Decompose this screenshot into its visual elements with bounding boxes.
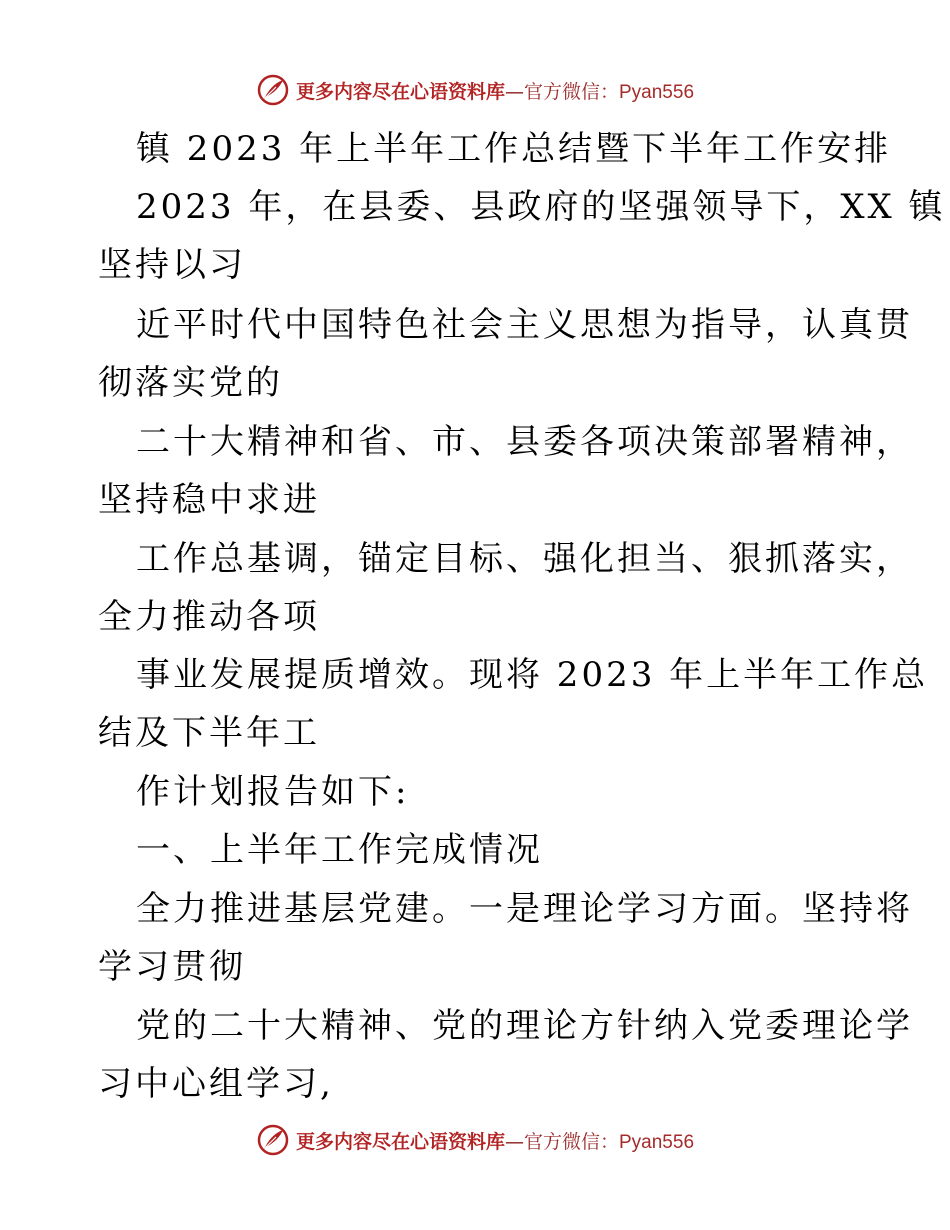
footer-dash: — <box>504 1130 524 1153</box>
header-brand: 更多内容尽在心语资料库 <box>295 80 505 103</box>
footer-wechat-handle: Pyan556 <box>619 1131 695 1153</box>
header-wechat-handle: Pyan556 <box>619 81 695 103</box>
doc-line: 坚持稳中求进 <box>98 480 320 520</box>
doc-line: 全力推动各项 <box>98 597 320 637</box>
footer-banner <box>0 1120 950 1160</box>
doc-line: 事业发展提质增效。现将 2023 年上半年工作总 <box>136 655 929 695</box>
header-banner <box>0 70 950 110</box>
doc-line: 彻落实党的 <box>98 363 283 403</box>
footer-wechat-label: 官方微信： <box>523 1130 619 1153</box>
doc-line: 坚持以习 <box>98 245 246 285</box>
doc-line: 习中心组学习, <box>98 1064 334 1104</box>
doc-line: 作计划报告如下: <box>136 772 410 812</box>
header-wechat-label: 官方微信： <box>523 80 619 103</box>
doc-line: 学习贯彻 <box>98 947 246 987</box>
doc-line: 全力推进基层党建。一是理论学习方面。坚持将 <box>136 889 913 929</box>
doc-title: 镇 2023 年上半年工作总结暨下半年工作安排 <box>136 129 892 169</box>
doc-line: 二十大精神和省、市、县委各项决策部署精神， <box>136 422 913 462</box>
doc-line: 工作总基调，锚定目标、强化担当、狠抓落实， <box>136 539 913 579</box>
footer-banner-text <box>296 1127 694 1154</box>
doc-line: 2023 年，在县委、县政府的坚强领导下，XX 镇 <box>136 187 946 227</box>
doc-line: 结及下半年工 <box>98 713 320 753</box>
doc-line: 党的二十大精神、党的理论方针纳入党委理论学 <box>136 1006 913 1046</box>
doc-line: 近平时代中国特色社会主义思想为指导，认真贯 <box>136 305 913 345</box>
doc-section-heading: 一、上半年工作完成情况 <box>136 830 543 870</box>
header-dash: — <box>504 80 524 103</box>
header-banner-text <box>296 77 694 104</box>
feather-pen-logo-icon <box>256 1123 290 1157</box>
footer-brand: 更多内容尽在心语资料库 <box>295 1130 505 1153</box>
feather-pen-logo-icon <box>256 73 290 107</box>
